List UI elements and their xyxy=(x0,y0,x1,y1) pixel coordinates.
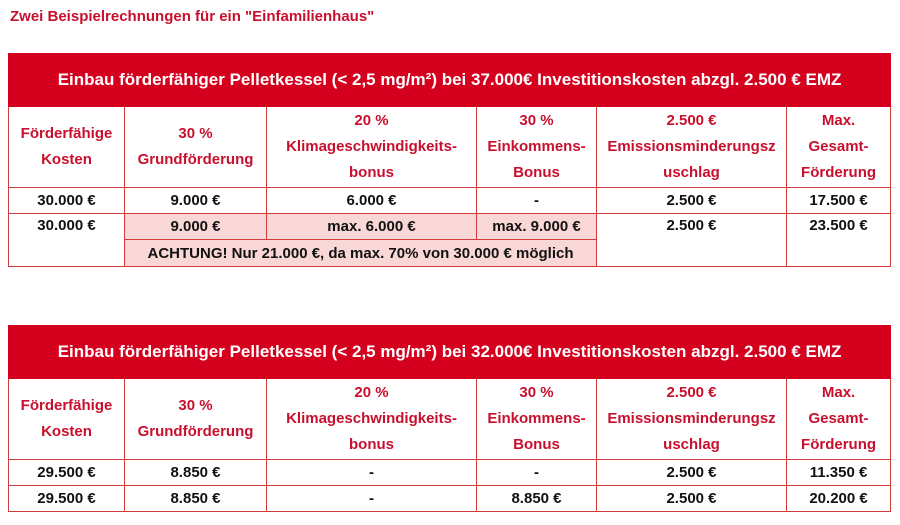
cell-max-total: 20.200 € xyxy=(787,486,891,512)
cell-emission-surcharge: 2.500 € xyxy=(597,460,787,486)
cell-eligible-costs: 29.500 € xyxy=(9,460,125,486)
cell-max-total: 23.500 € xyxy=(787,214,891,267)
cell-emission-surcharge: 2.500 € xyxy=(597,486,787,512)
cell-base-funding: 9.000 € xyxy=(125,214,267,240)
cell-base-funding: 8.850 € xyxy=(125,486,267,512)
header-income-bonus: 30 % Einkommens- Bonus xyxy=(477,107,597,188)
cell-income-bonus: max. 9.000 € xyxy=(477,214,597,240)
header-eligible-costs: Förderfähige Kosten xyxy=(9,107,125,188)
cell-income-bonus: - xyxy=(477,460,597,486)
table-title: Einbau förderfähiger Pelletkessel (< 2,5 mg/m²) bei 32.000€ Investitionskosten abzgl. 2.500 € EMZ xyxy=(9,326,891,379)
cell-max-total: 11.350 € xyxy=(787,460,891,486)
header-emission-surcharge: 2.500 € Emissionsminderungsz uschlag xyxy=(597,379,787,460)
cell-base-funding: 8.850 € xyxy=(125,460,267,486)
table-row xyxy=(9,188,891,214)
cell-base-funding: 9.000 € xyxy=(125,188,267,214)
header-emission-surcharge: 2.500 € Emissionsminderungsz uschlag xyxy=(597,107,787,188)
header-base-funding: 30 % Grundförderung xyxy=(125,379,267,460)
funding-table-32000 xyxy=(8,325,891,512)
header-eligible-costs: Förderfähige Kosten xyxy=(9,379,125,460)
header-max-total: Max. Gesamt- Förderung xyxy=(787,379,891,460)
cell-eligible-costs: 30.000 € xyxy=(9,188,125,214)
cell-climate-bonus: max. 6.000 € xyxy=(267,214,477,240)
warning-note: ACHTUNG! Nur 21.000 €, da max. 70% von 30.000 € möglich xyxy=(125,240,597,267)
table-row xyxy=(9,486,891,512)
header-max-total: Max. Gesamt- Förderung xyxy=(787,107,891,188)
table-row xyxy=(9,214,891,240)
cell-climate-bonus: 6.000 € xyxy=(267,188,477,214)
cell-eligible-costs: 29.500 € xyxy=(9,486,125,512)
cell-emission-surcharge: 2.500 € xyxy=(597,214,787,267)
header-climate-bonus: 20 % Klimageschwindigkeits- bonus xyxy=(267,379,477,460)
header-row xyxy=(9,379,891,460)
cell-emission-surcharge: 2.500 € xyxy=(597,188,787,214)
header-climate-bonus: 20 % Klimageschwindigkeits- bonus xyxy=(267,107,477,188)
table-row xyxy=(9,460,891,486)
cell-climate-bonus: - xyxy=(267,486,477,512)
cell-eligible-costs: 30.000 € xyxy=(9,214,125,267)
page-title: Zwei Beispielrechnungen für ein "Einfamilienhaus" xyxy=(10,8,375,25)
cell-income-bonus: - xyxy=(477,188,597,214)
header-income-bonus: 30 % Einkommens- Bonus xyxy=(477,379,597,460)
cell-climate-bonus: - xyxy=(267,460,477,486)
funding-table-37000 xyxy=(8,53,891,267)
cell-max-total: 17.500 € xyxy=(787,188,891,214)
table-title: Einbau förderfähiger Pelletkessel (< 2,5 mg/m²) bei 37.000€ Investitionskosten abzgl. 2.500 € EMZ xyxy=(9,54,891,107)
header-row xyxy=(9,107,891,188)
cell-income-bonus: 8.850 € xyxy=(477,486,597,512)
header-base-funding: 30 % Grundförderung xyxy=(125,107,267,188)
